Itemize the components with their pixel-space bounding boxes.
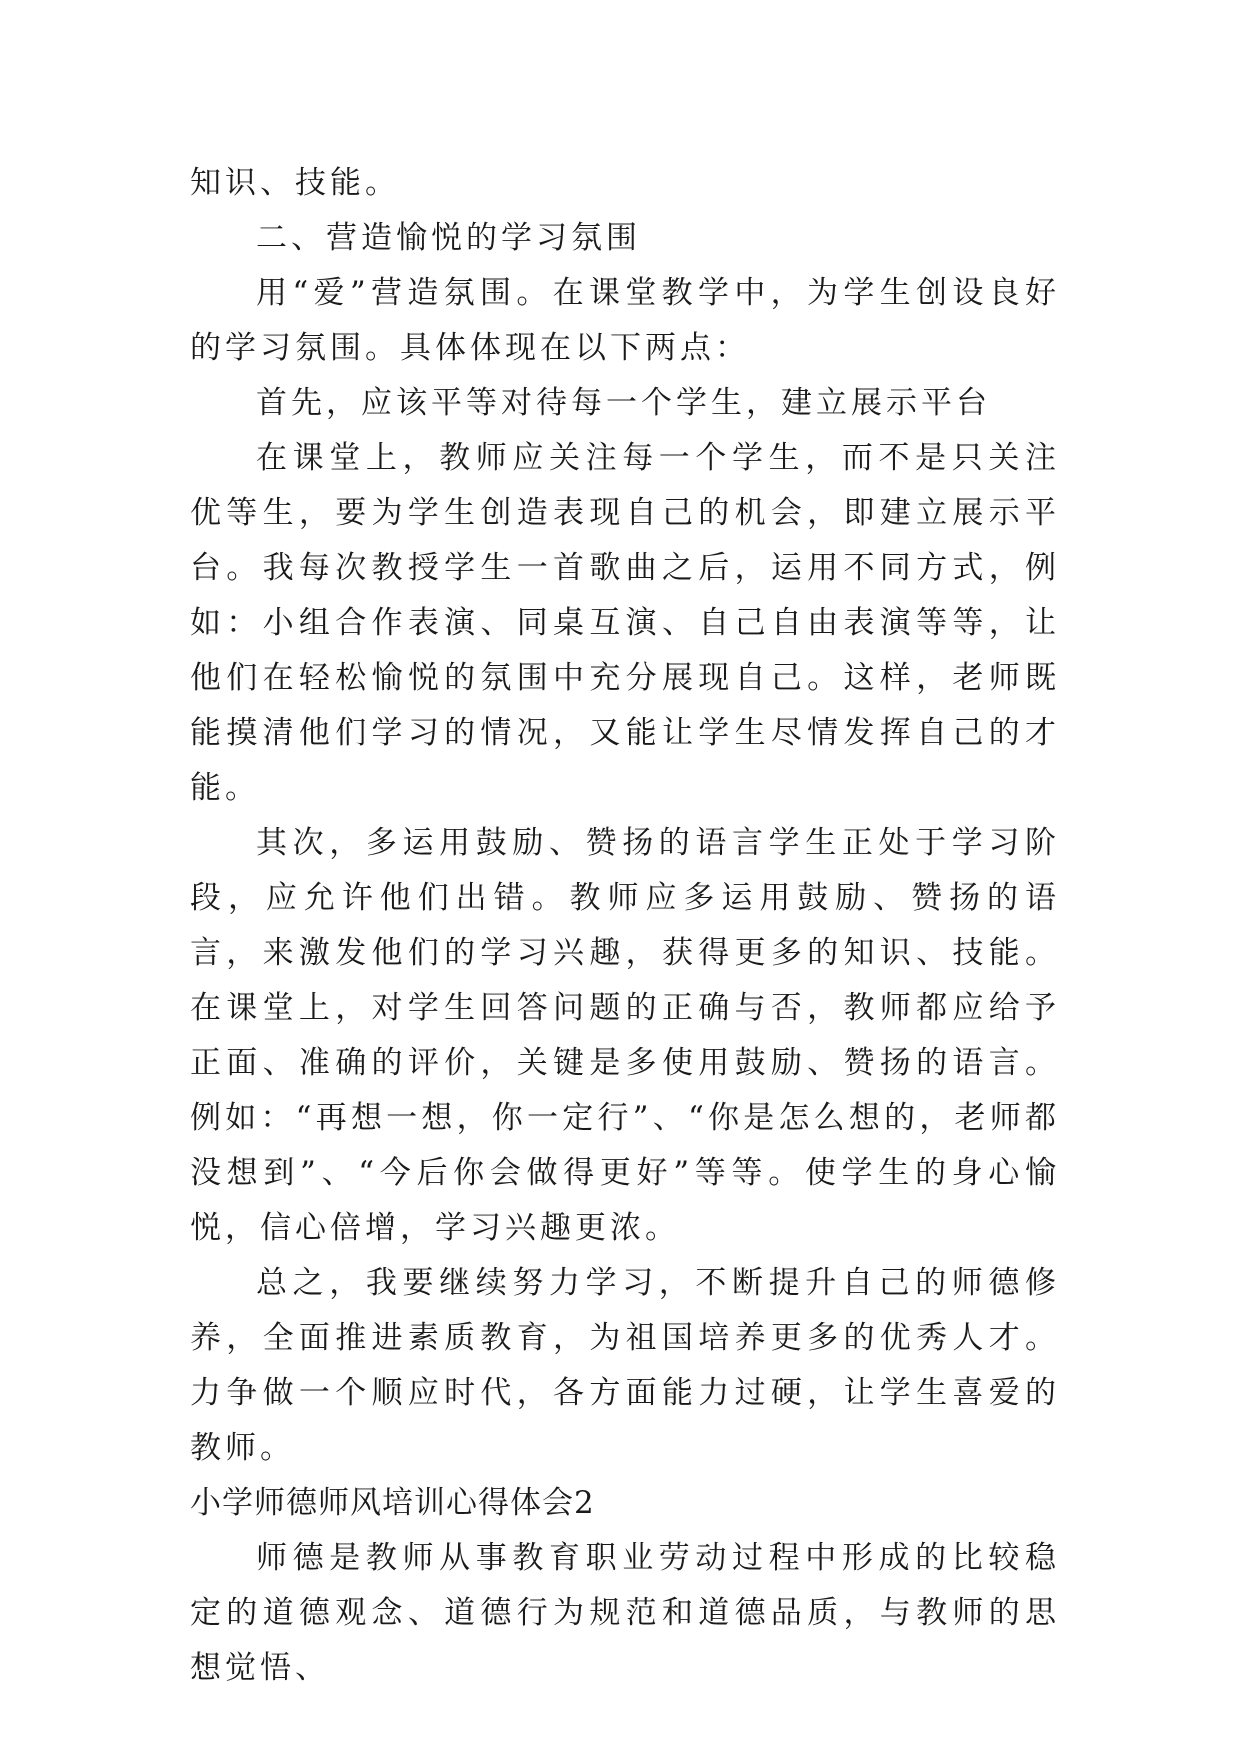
section-heading-2: 二、营造愉悦的学习氛围	[256, 220, 641, 256]
paragraph-7: 总之，我要继续努力学习，不断提升自己的师德修养，全面推进素质教育，为祖国培养更多的优秀人才。力争做一个顺应时代，各方面能力过硬，让学生喜爱的教师。	[190, 1265, 1060, 1466]
paragraph-3: 用“爱”营造氛围。在课堂教学中，为学生创设良好的学习氛围。具体体现在以下两点：	[190, 275, 1060, 366]
paragraph-6: 其次，多运用鼓励、赞扬的语言学生正处于学习阶段，应允许他们出错。教师应多运用鼓励、赞扬的语言，来激发他们的学习兴趣，获得更多的知识、技能。在课堂上，对学生回答问题的正确与否，教师都应给予正面、准确的评价，关键是多使用鼓励、赞扬的语言。例如：“再想一想，你一定行”、“你是怎么想的，老师都没想到”、“今后你会做得更好”等等。使学生的身心愉悦，信心倍增，学习兴趣更浓。	[190, 825, 1060, 1246]
paragraph-5: 在课堂上，教师应关注每一个学生，而不是只关注优等生，要为学生创造表现自己的机会，即建立展示平台。我每次教授学生一首歌曲之后，运用不同方式，例如：小组合作表演、同桌互演、自己自由表演等等，让他们在轻松愉悦的氛围中充分展现自己。这样，老师既能摸清他们学习的情况，又能让学生尽情发挥自己的才能。	[190, 440, 1060, 806]
article-title: 小学师德师风培训心得体会2	[190, 1485, 595, 1521]
document-body	[190, 156, 1060, 1696]
paragraph-9: 师德是教师从事教育职业劳动过程中形成的比较稳定的道德观念、道德行为规范和道德品质，与教师的思想觉悟、	[190, 1540, 1060, 1686]
paragraph-4: 首先，应该平等对待每一个学生，建立展示平台	[256, 385, 991, 421]
paragraph-1: 知识、技能。	[190, 165, 400, 201]
